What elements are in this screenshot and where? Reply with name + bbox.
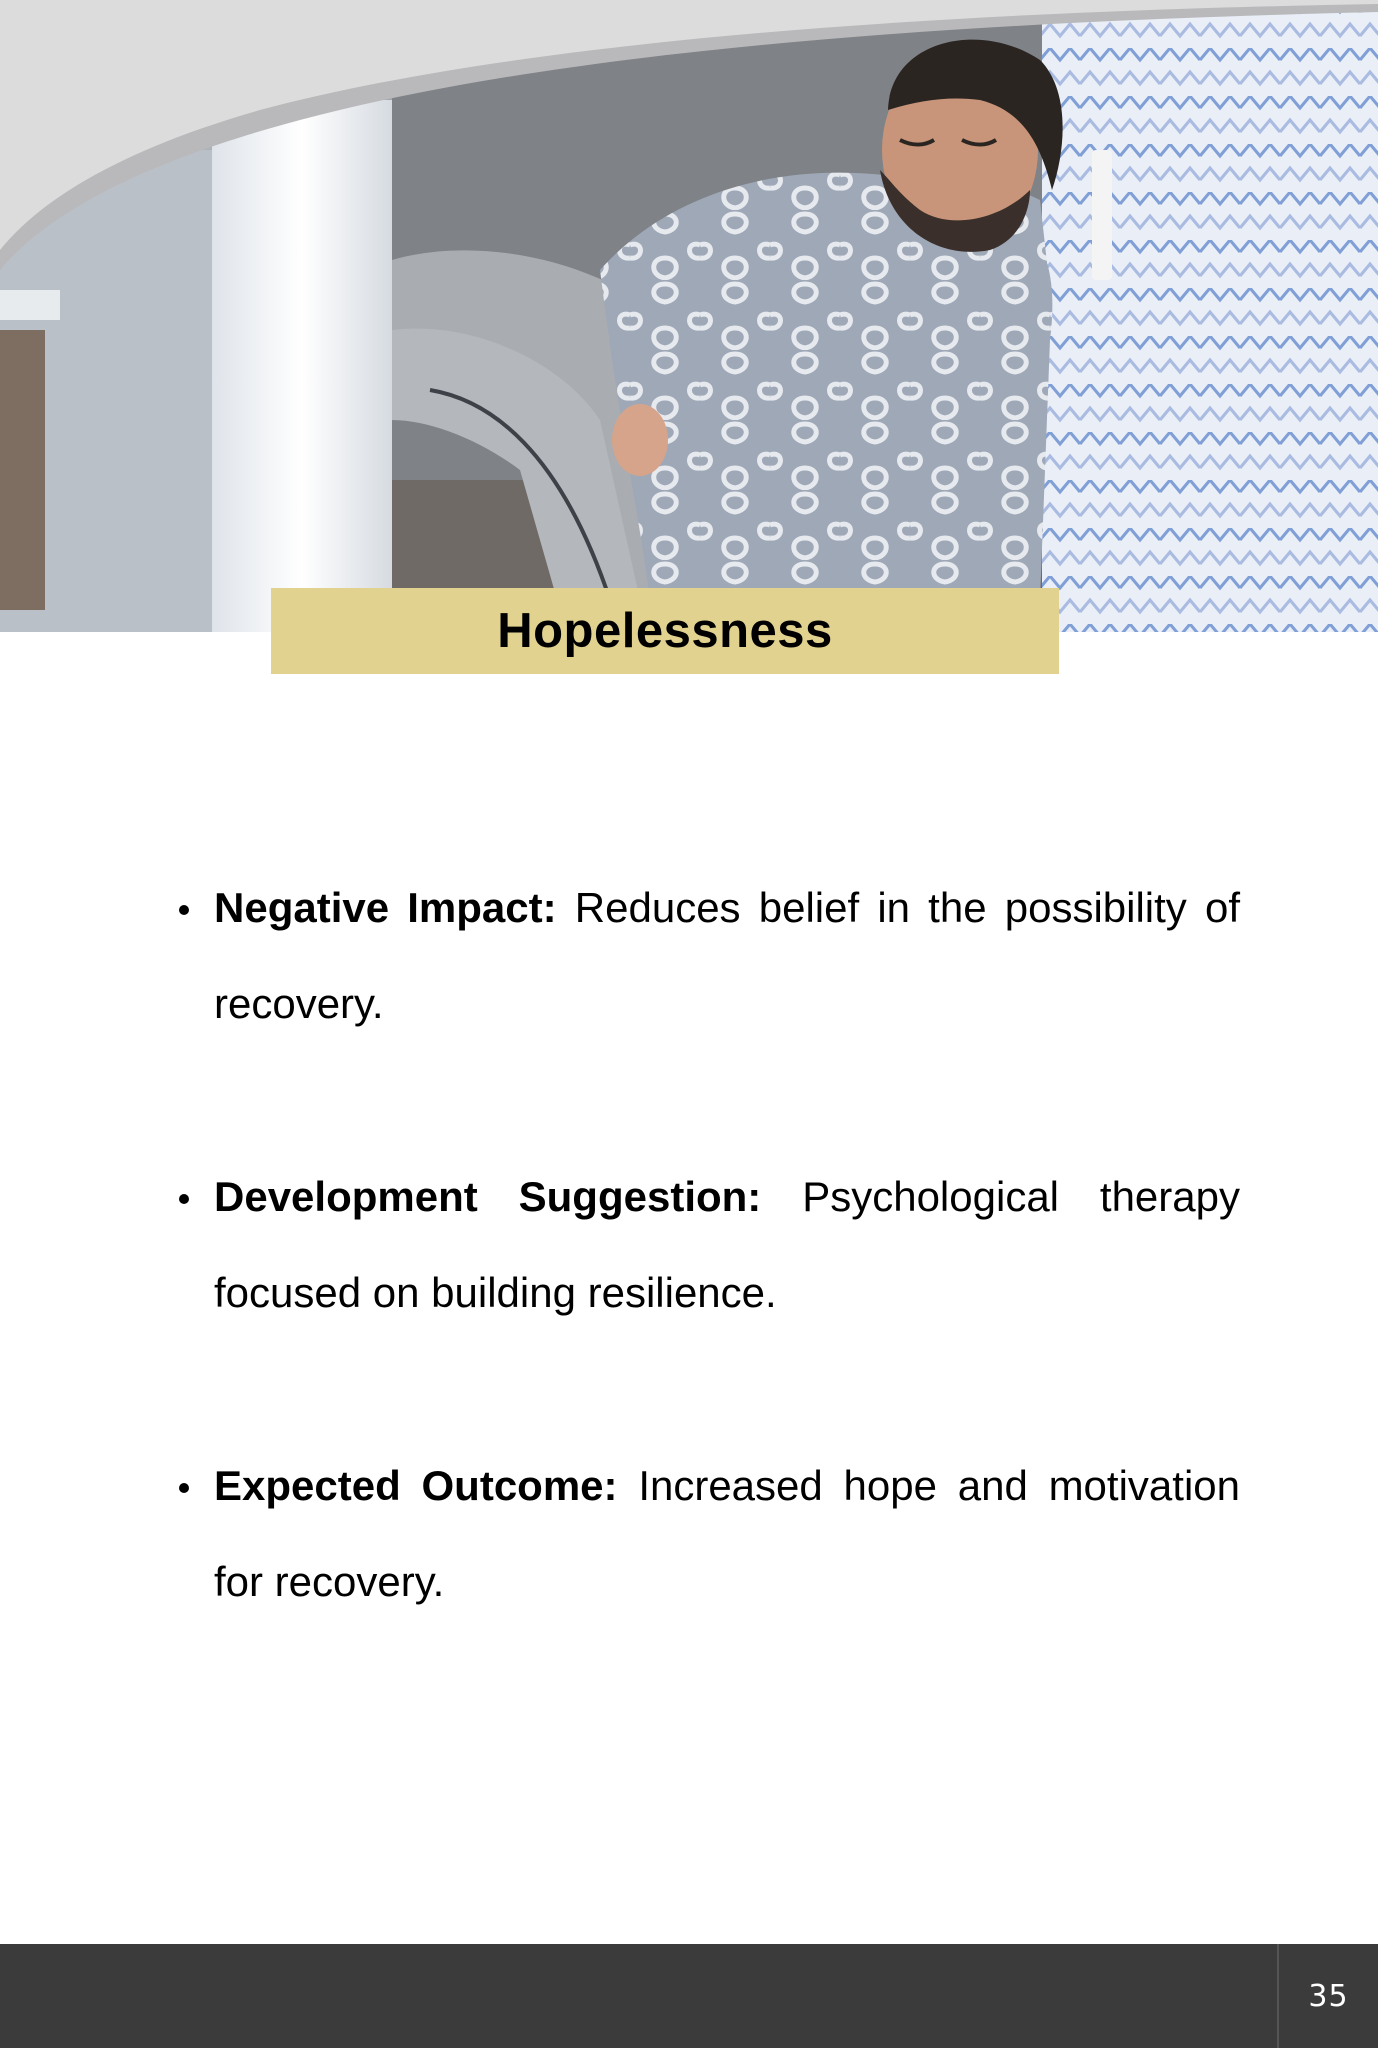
bullet-icon (179, 1194, 189, 1204)
hero-image (0, 0, 1378, 632)
bullet-label: Negative Impact: (214, 884, 557, 931)
footer-bar (0, 1944, 1378, 2048)
bullet-list (174, 860, 1240, 1727)
bullet-label: Expected Outcome: (214, 1462, 618, 1509)
page-number: 35 (1308, 1978, 1349, 2014)
list-item (174, 1149, 1240, 1341)
list-item (174, 860, 1240, 1052)
bullet-text: Increased hope and motivation for recovery. (214, 1462, 1240, 1605)
list-item (174, 1438, 1240, 1630)
bullet-text: Psychological therapy focused on building resilience. (214, 1173, 1240, 1316)
man-wrapped-in-blanket-photo (0, 0, 1378, 632)
bullet-icon (179, 1483, 189, 1493)
page-number-box (1277, 1944, 1378, 2048)
section-title-banner (271, 588, 1059, 674)
bullet-text: Reduces belief in the possibility of recovery. (214, 884, 1241, 1027)
bullet-icon (179, 905, 189, 915)
page-title: Hopelessness (497, 604, 833, 658)
bullet-label: Development Suggestion: (214, 1173, 762, 1220)
